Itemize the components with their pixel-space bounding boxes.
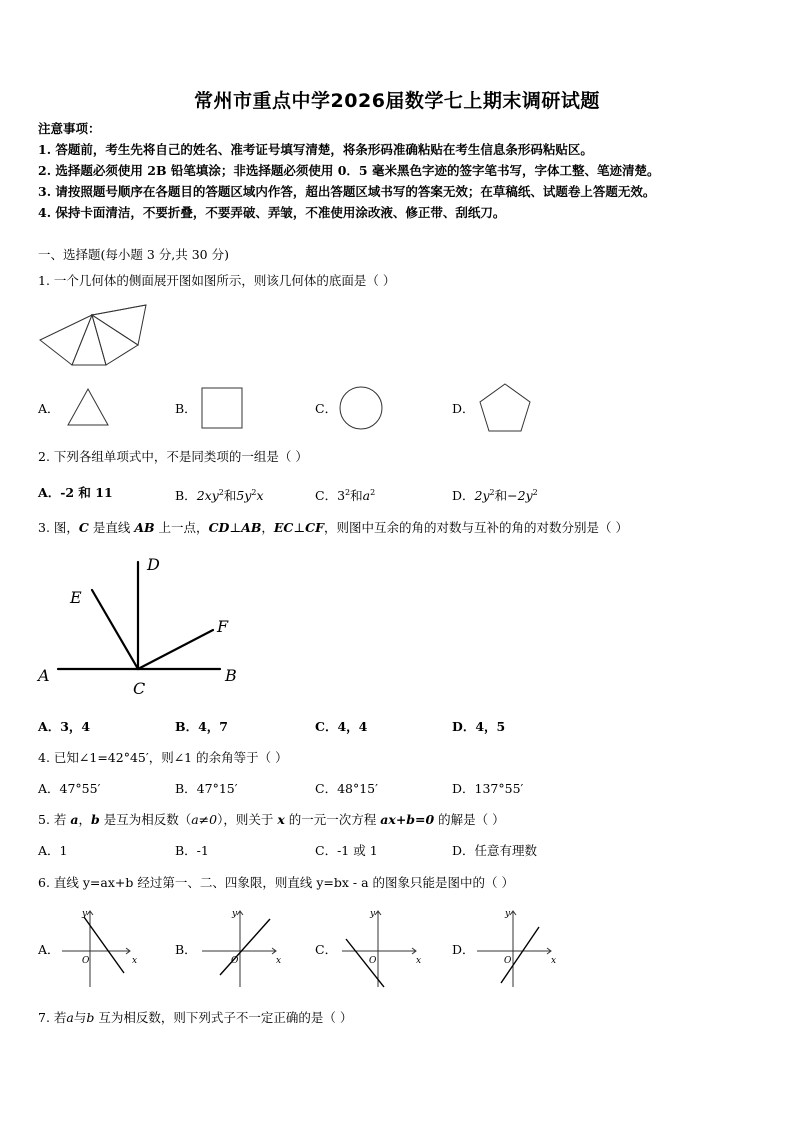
- section-heading: 一、选择题(每小题 3 分,共 30 分): [38, 247, 229, 262]
- q6-graph-c: [340, 905, 425, 990]
- label-c: C: [133, 679, 146, 698]
- label-a: A: [38, 666, 50, 685]
- q3-option-d: D．4，5: [452, 719, 506, 734]
- svg-text:y: y: [82, 909, 88, 919]
- svg-text:y: y: [232, 909, 238, 919]
- q4-option-a: A．47°55′: [38, 781, 101, 796]
- ray-ce: [92, 590, 138, 669]
- q1-option-c-label: C．: [315, 401, 338, 416]
- q2-option-d: D．$2y^2$和$-2y^2$: [452, 488, 538, 504]
- q2-option-c: C．$3^2$和$a^2$: [315, 488, 376, 504]
- svg-text:O: O: [82, 956, 90, 966]
- page-title: 常州市重点中学2026届数学七上期末调研试题: [194, 90, 600, 112]
- q7-stem: 7. 若a与b 互为相反数，则下列式子不一定正确的是（ ）: [38, 1010, 353, 1025]
- q4-option-b: B．47°15′: [175, 781, 238, 796]
- label-e: E: [70, 588, 82, 607]
- svg-text:y: y: [370, 909, 376, 919]
- q6-graph-a: [60, 905, 140, 990]
- svg-text:x: x: [132, 956, 138, 966]
- q5-option-b: B．-1: [175, 843, 209, 858]
- q1-stem: 1. 一个几何体的侧面展开图如图所示，则该几何体的底面是（ ）: [38, 273, 396, 288]
- pentagon-shape-icon: [478, 383, 532, 433]
- q6-graph-d: [475, 905, 560, 990]
- q5-stem: 5. 若 a，b 是互为相反数（a≠0），则关于 x 的一元一次方程 ax+b=0 的解是（ ）: [38, 812, 505, 827]
- label-f: F: [217, 617, 229, 636]
- svg-text:x: x: [551, 956, 557, 966]
- q2-option-b: B．$2xy^2$和$5y^2x$: [175, 488, 264, 504]
- label-d: D: [147, 555, 160, 574]
- q6-option-c-label: C．: [315, 942, 338, 957]
- q6-option-b-label: B．: [175, 942, 197, 957]
- q1-option-a-label: A．: [38, 401, 60, 416]
- ray-cf: [138, 630, 213, 669]
- q5-option-c: C．-1 或 1: [315, 843, 378, 858]
- q5-option-a: A．1: [38, 843, 68, 858]
- svg-text:x: x: [416, 956, 422, 966]
- q3-option-a: A．3，4: [38, 719, 91, 734]
- notice-item-1: 1. 答题前，考生先将自己的姓名、准考证号填写清楚，将条形码准确粘贴在考生信息条形码粘贴区。: [38, 142, 593, 157]
- notice-heading: 注意事项：: [38, 121, 101, 136]
- label-b: B: [225, 666, 237, 685]
- q4-stem: 4. 已知∠1=42°45′，则∠1 的余角等于（ ）: [38, 750, 288, 765]
- q6-stem: 6. 直线 y=ax+b 经过第一、二、四象限，则直线 y=bx - a 的图象只能是图中的（ ）: [38, 875, 514, 890]
- svg-text:O: O: [369, 956, 377, 966]
- q3-stem: 3. 图，C 是直线 AB 上一点，CD⊥AB，EC⊥CF，则图中互余的角的对数与互补的角的对数分别是（ ）: [38, 520, 628, 535]
- svg-text:x: x: [276, 956, 282, 966]
- q4-option-c: C．48°15′: [315, 781, 378, 796]
- q3-option-b: B．4，7: [175, 719, 228, 734]
- q1-option-d-label: D．: [452, 401, 475, 416]
- q5-option-d: D．任意有理数: [452, 843, 538, 858]
- q3-angle-diagram: [30, 552, 250, 702]
- q1-net-figure: [40, 300, 150, 370]
- q1-option-b-label: B．: [175, 401, 197, 416]
- q3-option-c: C．4，4: [315, 719, 368, 734]
- q6-graph-b: [200, 905, 285, 990]
- notice-item-3: 3. 请按照题号顺序在各题目的答题区域内作答，超出答题区域书写的答案无效；在草稿纸、试题卷上答题无效。: [38, 184, 656, 199]
- q4-option-d: D．137°55′: [452, 781, 524, 796]
- q6-option-d-label: D．: [452, 942, 475, 957]
- q6-option-a-label: A．: [38, 942, 60, 957]
- q2-stem: 2. 下列各组单项式中，不是同类项的一组是（ ）: [38, 449, 308, 464]
- triangle-shape-icon: [66, 387, 110, 427]
- square-shape-icon: [201, 387, 243, 429]
- svg-text:y: y: [505, 909, 511, 919]
- q2-option-a: A．-2 和 11: [38, 485, 113, 500]
- notice-item-2: 2. 选择题必须使用 2B 铅笔填涂；非选择题必须使用 0．5 毫米黑色字迹的签字笔书写，字体工整、笔迹清楚。: [38, 163, 660, 178]
- notice-item-4: 4. 保持卡面清洁，不要折叠，不要弄破、弄皱，不准使用涂改液、修正带、刮纸刀。: [38, 205, 506, 220]
- circle-shape-icon: [339, 386, 383, 430]
- svg-text:O: O: [231, 956, 239, 966]
- svg-text:O: O: [504, 956, 512, 966]
